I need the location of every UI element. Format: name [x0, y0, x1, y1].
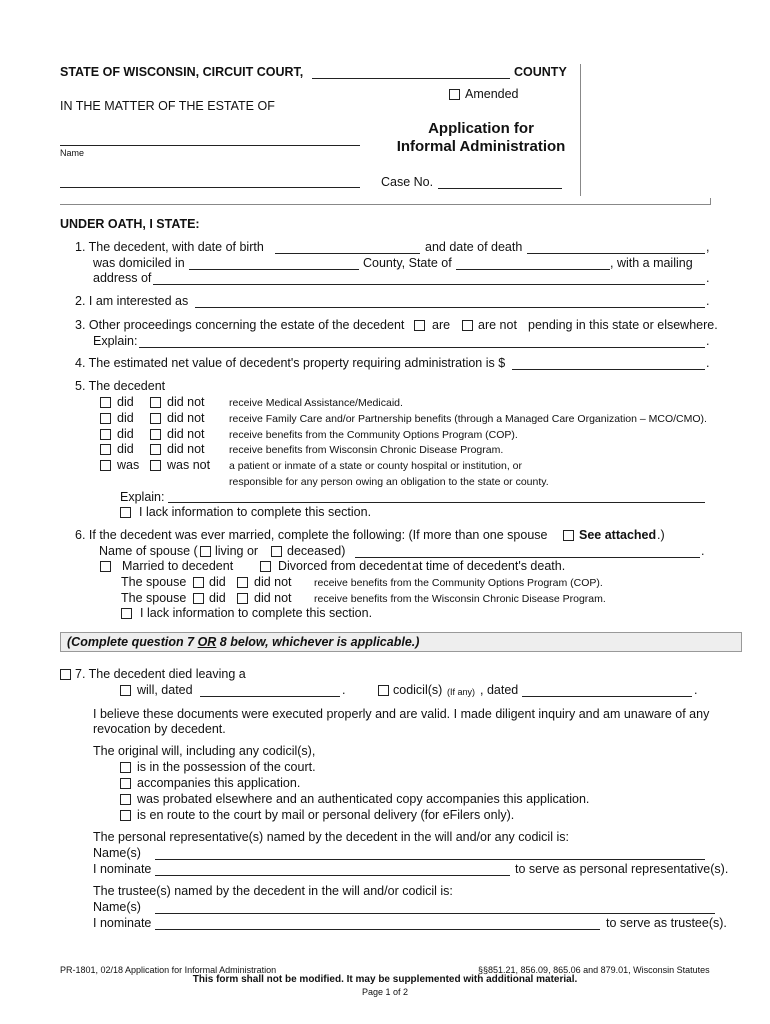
- q3-explain-field[interactable]: [139, 347, 705, 348]
- county-label: COUNTY: [514, 65, 567, 79]
- did-checkbox[interactable]: [193, 593, 204, 604]
- names-label: Name(s): [93, 846, 141, 860]
- are-not-label: are not: [478, 318, 517, 332]
- did-label: did: [117, 395, 134, 409]
- nominate-label: I nominate: [93, 916, 152, 930]
- period: .: [706, 271, 710, 285]
- q1-state-label: County, State of: [363, 256, 452, 270]
- did-not-checkbox[interactable]: [150, 444, 161, 455]
- married-checkbox[interactable]: [100, 561, 111, 572]
- header-divider: [60, 204, 710, 205]
- will-label: will, dated: [137, 683, 193, 697]
- instruction-banner: [60, 632, 742, 652]
- divorced-label: Divorced from decedent: [278, 559, 411, 573]
- codicil-label: codicil(s): [393, 683, 443, 697]
- q5-row-text-cont: responsible for any person owing an obligation to the state or county.: [229, 476, 549, 488]
- pr-nominate-field[interactable]: [155, 875, 510, 876]
- page-number: Page 1 of 2: [361, 987, 409, 997]
- explain-label: Explain:: [120, 490, 165, 504]
- did-label: did: [117, 411, 134, 425]
- spouse-row-text: receive benefits from the Wisconsin Chronic Disease Program.: [314, 593, 606, 605]
- q6-lack-checkbox[interactable]: [121, 608, 132, 619]
- did-label: did: [209, 575, 226, 589]
- dod-field[interactable]: [527, 253, 705, 254]
- case-no-label: Case No.: [381, 175, 434, 189]
- banner-pre: (Complete question 7: [67, 635, 198, 649]
- at-time-label: at time of decedent's death.: [412, 559, 566, 573]
- did-not-checkbox[interactable]: [237, 593, 248, 604]
- trustee-names-field[interactable]: [155, 913, 715, 914]
- interest-field[interactable]: [195, 307, 705, 308]
- q5-text: 5. The decedent: [75, 379, 166, 393]
- pr-names-field[interactable]: [155, 859, 705, 860]
- did-label: did: [117, 427, 134, 441]
- did-not-checkbox[interactable]: [150, 397, 161, 408]
- probated-elsewhere-checkbox[interactable]: [120, 794, 131, 805]
- serve-pr-label: to serve as personal representative(s).: [515, 862, 729, 876]
- divorced-checkbox[interactable]: [260, 561, 271, 572]
- was-checkbox[interactable]: [100, 460, 111, 471]
- county-field[interactable]: [312, 78, 510, 79]
- spouse-name-field[interactable]: [355, 557, 700, 558]
- spouse-row-text: receive benefits from the Community Options Program (COP).: [314, 577, 603, 589]
- q3-pending: pending in this state or elsewhere.: [528, 318, 718, 332]
- did-checkbox[interactable]: [193, 577, 204, 588]
- option-label: was probated elsewhere and an authenticated copy accompanies this application.: [137, 792, 590, 806]
- q7-text: 7. The decedent died leaving a: [75, 667, 246, 681]
- statutes: §§851.21, 856.09, 865.06 and 879.01, Wisconsin Statutes: [478, 965, 710, 975]
- q1-death-label: and date of death: [425, 240, 523, 254]
- option-label: is in the possession of the court.: [137, 760, 316, 774]
- option-label: is en route to the court by mail or personal delivery (for eFilers only).: [137, 808, 515, 822]
- q1-address-label: address of: [93, 271, 152, 285]
- was-label: was: [117, 458, 140, 472]
- q1-mailing-label: , with a mailing: [610, 256, 693, 270]
- dob-field[interactable]: [275, 253, 420, 254]
- did-checkbox[interactable]: [100, 444, 111, 455]
- living-checkbox[interactable]: [200, 546, 211, 557]
- amended-checkbox[interactable]: [449, 89, 460, 100]
- q6-close: .): [657, 528, 665, 542]
- trustee-nominate-field[interactable]: [155, 929, 600, 930]
- q6-text: 6. If the decedent was ever married, complete the following: (If more than one spouse: [75, 528, 548, 542]
- nominate-label: I nominate: [93, 862, 152, 876]
- are-checkbox[interactable]: [414, 320, 425, 331]
- spouse-label: The spouse: [121, 575, 187, 589]
- accompanies-checkbox[interactable]: [120, 778, 131, 789]
- state-field[interactable]: [456, 269, 610, 270]
- banner-or: OR: [197, 635, 217, 649]
- are-label: are: [432, 318, 451, 332]
- address-field[interactable]: [153, 284, 705, 285]
- will-checkbox[interactable]: [120, 685, 131, 696]
- will-date-field[interactable]: [200, 696, 340, 697]
- period: .: [701, 544, 705, 558]
- q5-row-text: receive benefits from Wisconsin Chronic Disease Program.: [229, 444, 504, 456]
- q4-text: 4. The estimated net value of decedent's property requiring administration is $: [75, 356, 506, 370]
- did-label: did: [209, 591, 226, 605]
- trustee-named-text: The trustee(s) named by the decedent in the will and/or codicil is:: [93, 884, 453, 898]
- codicil-date-field[interactable]: [522, 696, 692, 697]
- did-checkbox[interactable]: [100, 429, 111, 440]
- en-route-checkbox[interactable]: [120, 810, 131, 821]
- did-not-label: did not: [167, 442, 205, 456]
- q1-comma: ,: [706, 240, 710, 254]
- did-not-checkbox[interactable]: [150, 429, 161, 440]
- form-title-line1: Application for: [428, 120, 534, 137]
- original-will-text: The original will, including any codicil(s),: [93, 744, 316, 758]
- dated-label: , dated: [480, 683, 519, 697]
- estate-label: IN THE MATTER OF THE ESTATE OF: [60, 99, 275, 113]
- living-label: living or: [215, 544, 259, 558]
- belief-text-2: revocation by decedent.: [93, 722, 226, 736]
- case-no-field[interactable]: [438, 188, 562, 189]
- pr-named-text: The personal representative(s) named by the decedent in the will and/or any codicil is:: [93, 830, 569, 844]
- codicil-checkbox[interactable]: [378, 685, 389, 696]
- banner-text: [67, 635, 419, 649]
- q5-row-text: receive Medical Assistance/Medicaid.: [229, 397, 403, 409]
- q6-lack-label: I lack information to complete this section.: [140, 606, 373, 620]
- belief-text: I believe these documents were executed properly and are valid. I made diligent inquiry and am unaware of any: [93, 707, 710, 721]
- q7-checkbox[interactable]: [60, 669, 71, 680]
- form-title-line2: Informal Administration: [396, 138, 566, 155]
- q5-lack-checkbox[interactable]: [120, 507, 131, 518]
- did-not-label: did not: [167, 395, 205, 409]
- decedent-name-field-2[interactable]: [60, 187, 360, 188]
- possession-checkbox[interactable]: [120, 762, 131, 773]
- spouse-label: The spouse: [121, 591, 187, 605]
- did-not-label: did not: [167, 427, 205, 441]
- form-id: PR-1801, 02/18 Application for Informal Administration: [60, 965, 277, 975]
- q1-domicile-label: was domiciled in: [93, 256, 185, 270]
- q5-explain-field[interactable]: [168, 502, 705, 503]
- decedent-name-field[interactable]: [60, 145, 360, 146]
- married-label: Married to decedent: [122, 559, 234, 573]
- did-not-checkbox[interactable]: [237, 577, 248, 588]
- period: .: [706, 356, 710, 370]
- did-checkbox[interactable]: [100, 413, 111, 424]
- divider-tick: [710, 198, 711, 205]
- was-not-label: was not: [167, 458, 211, 472]
- q5-row-text: receive benefits from the Community Options Program (COP).: [229, 429, 518, 441]
- see-attached-label: See attached: [579, 528, 657, 542]
- net-value-field[interactable]: [512, 369, 705, 370]
- did-checkbox[interactable]: [100, 397, 111, 408]
- period: .: [706, 334, 710, 348]
- court-label: STATE OF WISCONSIN, CIRCUIT COURT,: [60, 65, 304, 79]
- explain-label: Explain:: [93, 334, 138, 348]
- did-not-label: did not: [254, 591, 292, 605]
- did-not-label: did not: [254, 575, 292, 589]
- was-not-checkbox[interactable]: [150, 460, 161, 471]
- names-label: Name(s): [93, 900, 141, 914]
- q5-row-text: a patient or inmate of a state or county hospital or institution, or: [229, 460, 522, 472]
- deceased-checkbox[interactable]: [271, 546, 282, 557]
- county-domicile-field[interactable]: [189, 269, 359, 270]
- see-attached-checkbox[interactable]: [563, 530, 574, 541]
- period: .: [706, 294, 710, 308]
- did-not-checkbox[interactable]: [150, 413, 161, 424]
- name-label: Name: [60, 148, 85, 158]
- q1-text: 1. The decedent, with date of birth: [75, 240, 264, 254]
- q2-text: 2. I am interested as: [75, 294, 189, 308]
- option-label: accompanies this application.: [137, 776, 301, 790]
- footer-notice: This form shall not be modified. It may be supplemented with additional material.: [192, 974, 578, 985]
- period: .: [694, 683, 698, 697]
- spouse-name-label: Name of spouse (: [99, 544, 198, 558]
- did-label: did: [117, 442, 134, 456]
- q3-text: 3. Other proceedings concerning the estate of the decedent: [75, 318, 405, 332]
- amended-label: Amended: [465, 87, 519, 101]
- q5-row-text: receive Family Care and/or Partnership benefits (through a Managed Care Organization – MCO/CMO).: [229, 413, 707, 425]
- are-not-checkbox[interactable]: [462, 320, 473, 331]
- oath-heading: UNDER OATH, I STATE:: [60, 217, 200, 231]
- if-any-label: (If any): [447, 687, 476, 697]
- deceased-label: deceased): [287, 544, 346, 558]
- banner-post: 8 below, whichever is applicable.): [216, 635, 420, 649]
- serve-trustee-label: to serve as trustee(s).: [606, 916, 727, 930]
- period: .: [342, 683, 346, 697]
- did-not-label: did not: [167, 411, 205, 425]
- q5-lack-label: I lack information to complete this section.: [139, 505, 372, 519]
